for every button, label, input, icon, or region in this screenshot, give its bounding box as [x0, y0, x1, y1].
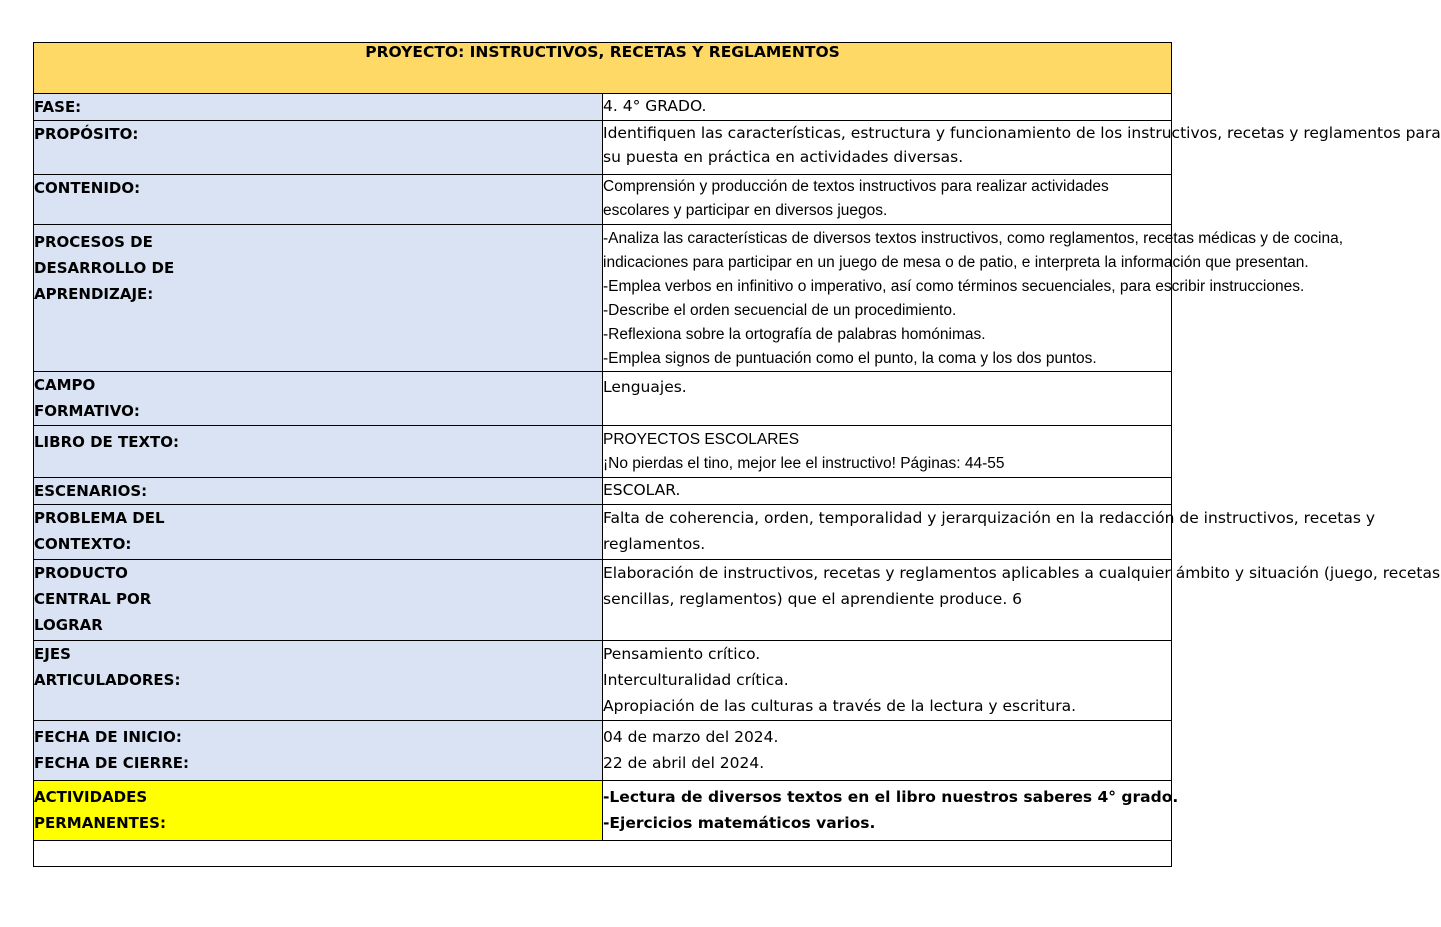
- lesson-plan-table: [33, 42, 1441, 867]
- fechas-label-line: FECHA DE CIERRE:: [34, 754, 189, 772]
- proposito-label: PROPÓSITO:: [34, 121, 603, 175]
- fase-value: 4. 4° GRADO.: [603, 94, 1172, 121]
- proposito-line: su puesta en práctica en actividades diversas.: [603, 148, 964, 166]
- actividades-value: [603, 781, 1179, 841]
- ejes-value: [603, 641, 1172, 721]
- fase-label: FASE:: [34, 94, 603, 121]
- producto-label-line: PRODUCTO: [34, 564, 128, 582]
- row-escenarios: [34, 478, 1172, 505]
- proposito-value: [603, 121, 1441, 175]
- producto-label: [34, 560, 603, 641]
- libro-label: LIBRO DE TEXTO:: [34, 426, 603, 478]
- ejes-line: Apropiación de las culturas a través de la lectura y escritura.: [603, 697, 1076, 715]
- problema-label-line: PROBLEMA DEL: [34, 509, 165, 527]
- row-problema: [34, 505, 1172, 560]
- ejes-label-line: ARTICULADORES:: [34, 671, 181, 689]
- procesos-line: -Describe el orden secuencial de un procedimiento.: [603, 302, 957, 319]
- procesos-label-line: APRENDIZAJE:: [34, 285, 154, 303]
- row-libro: [34, 426, 1172, 478]
- problema-value: [603, 505, 1376, 560]
- ejes-line: Pensamiento crítico.: [603, 645, 761, 663]
- problema-line: Falta de coherencia, orden, temporalidad y jerarquización en la redacción de instructivos, recetas y: [603, 509, 1376, 527]
- actividades-label-line: ACTIVIDADES: [34, 788, 148, 806]
- actividades-label-line: PERMANENTES:: [34, 814, 166, 832]
- procesos-line: indicaciones para participar en un juego de mesa o de patio, e interpreta la información que presentan.: [603, 254, 1309, 271]
- problema-label-line: CONTEXTO:: [34, 535, 132, 553]
- ejes-label: [34, 641, 603, 721]
- row-procesos: [34, 225, 1172, 372]
- empty-row: [34, 841, 1172, 867]
- fechas-label-line: FECHA DE INICIO:: [34, 728, 182, 746]
- procesos-label-line: PROCESOS DE: [34, 233, 153, 251]
- procesos-label: [34, 225, 603, 372]
- campo-label-line: CAMPO: [34, 376, 96, 394]
- campo-label: [34, 372, 603, 426]
- escenarios-label: ESCENARIOS:: [34, 478, 603, 505]
- row-contenido: [34, 175, 1172, 225]
- row-producto: [34, 560, 1172, 641]
- row-fechas: [34, 721, 1172, 781]
- fecha-cierre: 22 de abril del 2024.: [603, 754, 765, 772]
- ejes-line: Interculturalidad crítica.: [603, 671, 789, 689]
- escenarios-value: ESCOLAR.: [603, 478, 1172, 505]
- procesos-line: -Emplea signos de puntuación como el punto, la coma y los dos puntos.: [603, 350, 1097, 367]
- row-actividades: [34, 781, 1172, 841]
- producto-line: Elaboración de instructivos, recetas y reglamentos aplicables a cualquier ámbito y situación (juego, recetas: [603, 564, 1441, 582]
- procesos-value: [603, 225, 1344, 372]
- procesos-line: -Analiza las características de diversos textos instructivos, como reglamentos, recetas médicas y de cocina,: [603, 230, 1344, 247]
- ejes-label-line: EJES: [34, 645, 71, 663]
- campo-label-line: FORMATIVO:: [34, 402, 140, 420]
- procesos-line: -Emplea verbos en infinitivo o imperativo, así como términos secuenciales, para escribir instrucciones.: [603, 278, 1305, 295]
- fechas-value: [603, 721, 1172, 781]
- fechas-label: [34, 721, 603, 781]
- campo-value: Lenguajes.: [603, 372, 1172, 426]
- actividad-item: -Lectura de diversos textos en el libro nuestros saberes 4° grado.: [603, 788, 1179, 806]
- actividades-label: [34, 781, 603, 841]
- producto-label-line: CENTRAL POR: [34, 590, 152, 608]
- actividad-item: -Ejercicios matemáticos varios.: [603, 814, 876, 832]
- row-ejes: [34, 641, 1172, 721]
- title-row: [34, 43, 1172, 94]
- proposito-line: Identifiquen las características, estructura y funcionamiento de los instructivos, recetas y reglamentos para: [603, 124, 1441, 142]
- empty-cell: [34, 841, 1172, 867]
- problema-label: [34, 505, 603, 560]
- fecha-inicio: 04 de marzo del 2024.: [603, 728, 779, 746]
- contenido-value: Comprensión y producción de textos instructivos para realizar actividades escolares y participar en diversos juegos.: [603, 175, 1172, 225]
- libro-line: PROYECTOS ESCOLARES: [603, 431, 800, 448]
- producto-line: sencillas, reglamentos) que el aprendiente produce. 6: [603, 590, 1023, 608]
- problema-line: reglamentos.: [603, 535, 706, 553]
- libro-value: [603, 426, 1172, 478]
- row-proposito: [34, 121, 1172, 175]
- producto-label-line: LOGRAR: [34, 616, 103, 634]
- contenido-label: CONTENIDO:: [34, 175, 603, 225]
- producto-value: [603, 560, 1441, 641]
- row-campo: [34, 372, 1172, 426]
- procesos-line: -Reflexiona sobre la ortografía de palabras homónimas.: [603, 326, 986, 343]
- libro-line: ¡No pierdas el tino, mejor lee el instructivo! Páginas: 44-55: [603, 455, 1005, 472]
- row-fase: [34, 94, 1172, 121]
- procesos-label-line: DESARROLLO DE: [34, 259, 175, 277]
- project-title: PROYECTO: INSTRUCTIVOS, RECETAS Y REGLAMENTOS: [34, 43, 1172, 94]
